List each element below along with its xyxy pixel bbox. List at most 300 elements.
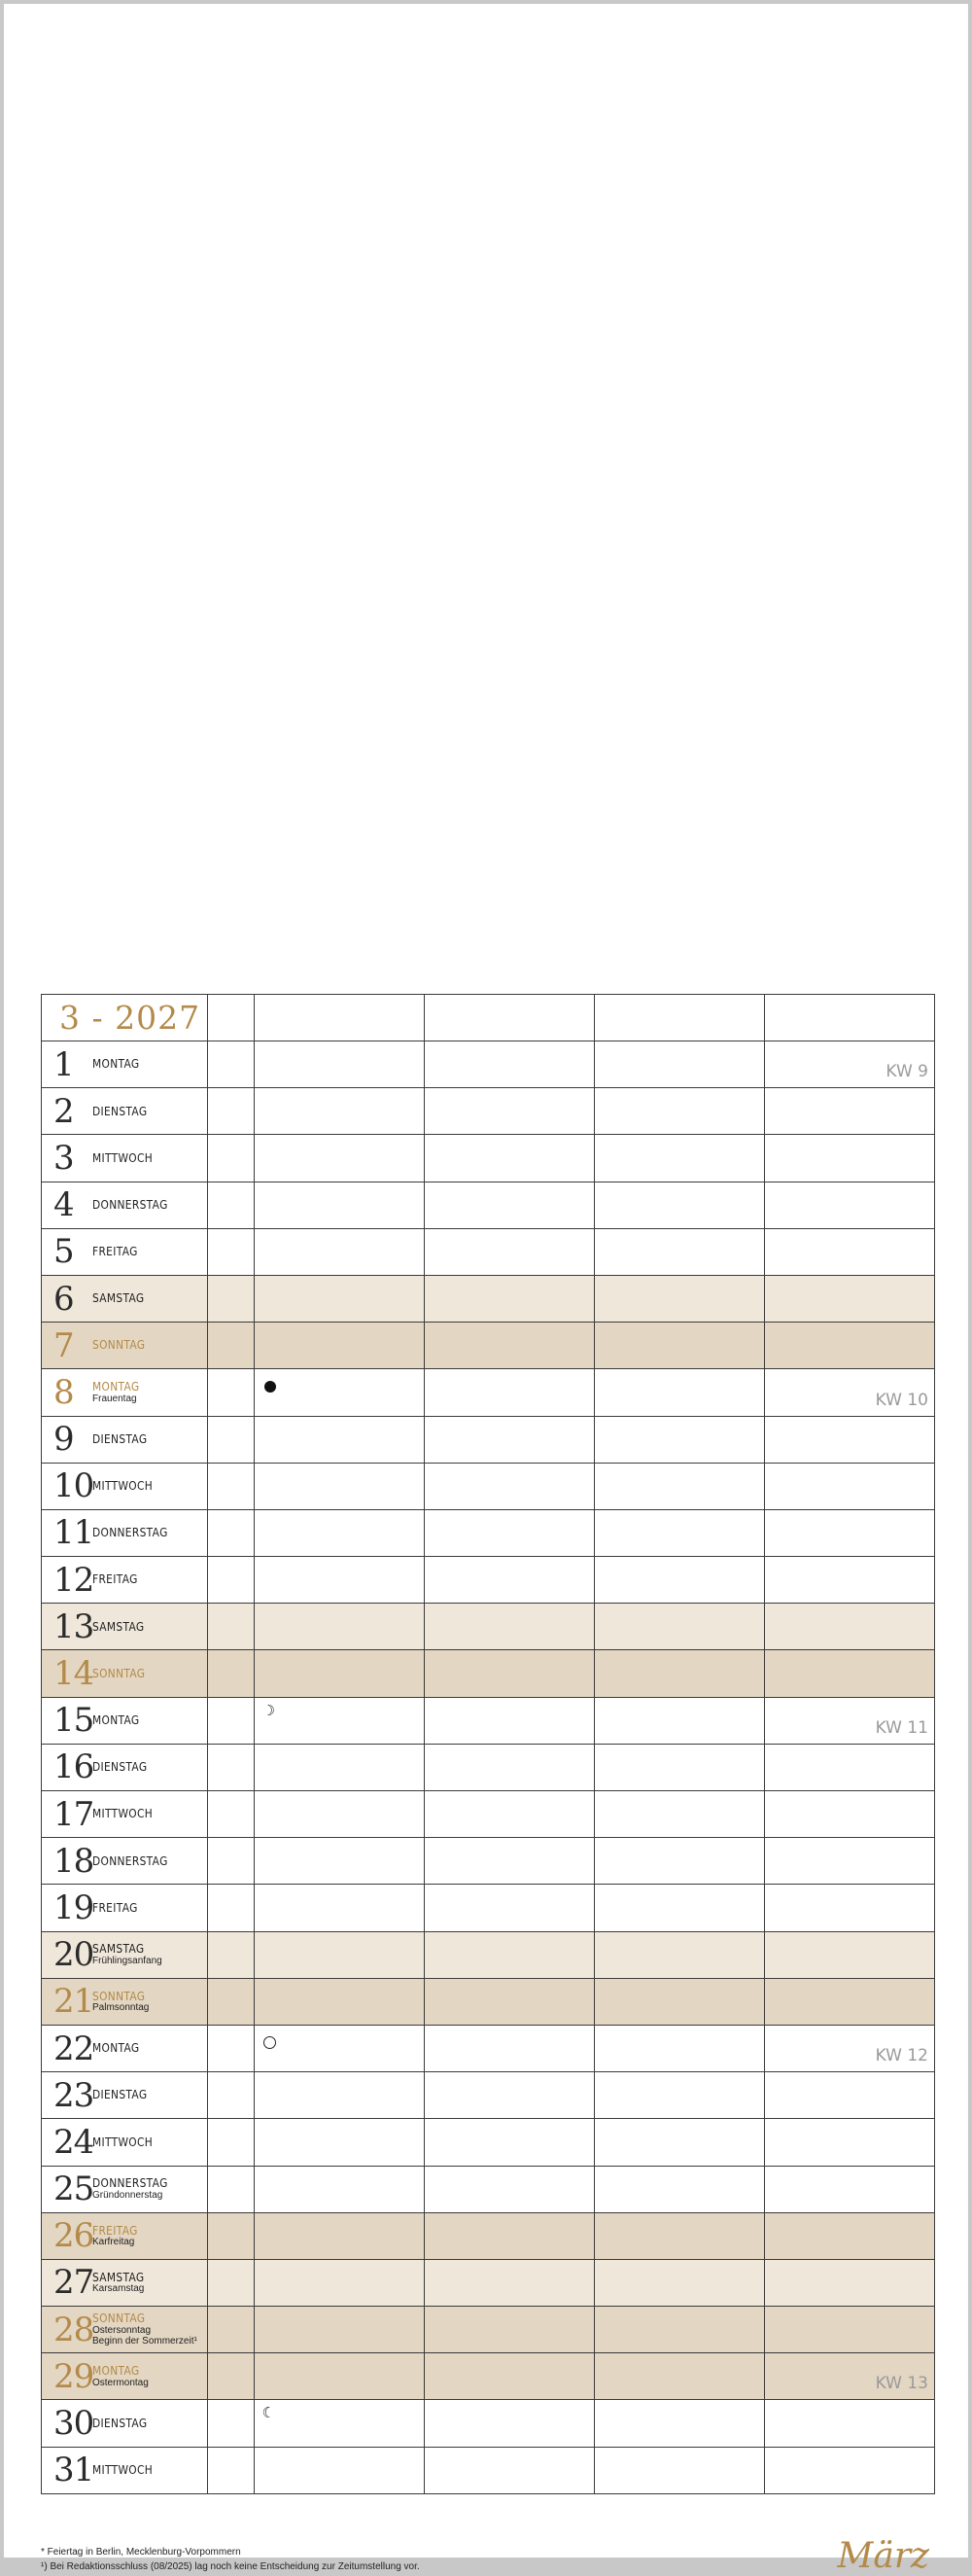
weekday-name: DIENSTAG <box>92 1430 148 1446</box>
weekday-name: DONNERSTAG <box>92 1853 168 1868</box>
entry-cell[interactable] <box>254 1744 424 1790</box>
entry-cell[interactable] <box>424 2212 594 2259</box>
narrow-cell[interactable] <box>208 1697 255 1744</box>
entry-cell[interactable] <box>254 1978 424 2025</box>
entry-cell[interactable] <box>764 1323 934 1369</box>
day-info <box>42 1979 207 2025</box>
day-number: 27 <box>53 2263 94 2303</box>
day-number: 12 <box>53 1560 94 1600</box>
header-cell <box>208 995 255 1041</box>
entry-cell[interactable] <box>594 2025 764 2071</box>
day-label-cell <box>42 1697 208 1744</box>
weekday-name: MONTAG <box>92 1379 140 1394</box>
day-info <box>42 1698 207 1744</box>
day-labels <box>92 1480 163 1493</box>
narrow-cell[interactable] <box>208 1604 255 1650</box>
day-labels <box>92 1103 156 1118</box>
entry-cell[interactable] <box>254 2400 424 2447</box>
day-row <box>42 1931 935 1978</box>
day-labels <box>92 2365 149 2388</box>
day-row <box>42 1838 935 1885</box>
entry-cell[interactable] <box>424 1697 594 1744</box>
entry-cell[interactable] <box>424 2447 594 2493</box>
entry-cell[interactable] <box>764 2447 934 2493</box>
narrow-cell[interactable] <box>208 1416 255 1463</box>
entry-cell[interactable] <box>424 1228 594 1275</box>
narrow-cell[interactable] <box>208 1931 255 1978</box>
narrow-cell[interactable] <box>208 1463 255 1509</box>
entry-cell[interactable] <box>594 1088 764 1135</box>
entry-cell[interactable] <box>254 1135 424 1182</box>
entry-cell[interactable] <box>254 1697 424 1744</box>
entry-cell[interactable] <box>254 1509 424 1556</box>
entry-cell[interactable] <box>254 1604 424 1650</box>
holiday-note: Karsamstag <box>92 2283 145 2295</box>
weekday-name: SAMSTAG <box>92 1941 145 1957</box>
weekday-name: MITTWOCH <box>92 2461 154 2477</box>
day-labels <box>92 1855 181 1868</box>
day-number: 22 <box>53 2029 94 2068</box>
entry-cell[interactable] <box>594 1650 764 1697</box>
entry-cell[interactable] <box>594 1135 764 1182</box>
day-info <box>42 2119 207 2165</box>
entry-cell[interactable] <box>764 1557 934 1604</box>
day-number: 1 <box>53 1044 74 1084</box>
entry-cell[interactable] <box>424 2259 594 2306</box>
entry-cell[interactable] <box>594 1557 764 1604</box>
holiday-note: Palmsonntag <box>92 2002 150 2014</box>
entry-cell[interactable] <box>424 1463 594 1509</box>
entry-cell[interactable] <box>424 1604 594 1650</box>
entry-cell[interactable] <box>424 1978 594 2025</box>
entry-cell[interactable] <box>424 1650 594 1697</box>
day-info <box>42 1369 207 1415</box>
weekday-name: FREITAG <box>92 1899 138 1915</box>
day-number: 24 <box>53 2122 94 2162</box>
weekday-name: SONNTAG <box>92 1665 146 1680</box>
entry-cell[interactable] <box>254 1228 424 1275</box>
day-row <box>42 1275 935 1322</box>
entry-cell[interactable] <box>764 1885 934 1931</box>
weekday-name: MONTAG <box>92 2363 140 2379</box>
narrow-cell[interactable] <box>208 1228 255 1275</box>
weekday-name: MITTWOCH <box>92 1478 154 1494</box>
weekday-name: FREITAG <box>92 1571 138 1587</box>
narrow-cell[interactable] <box>208 1135 255 1182</box>
entry-cell[interactable] <box>254 1791 424 1838</box>
holiday-note: Ostersonntag <box>92 2324 152 2336</box>
day-labels <box>92 2042 148 2055</box>
day-labels <box>92 2461 163 2477</box>
entry-cell[interactable] <box>764 1182 934 1228</box>
entry-cell[interactable] <box>594 2400 764 2447</box>
day-info <box>42 2400 207 2446</box>
day-number: 26 <box>53 2216 94 2256</box>
holiday-note: Gründonnerstag <box>92 2189 163 2201</box>
day-info <box>42 1650 207 1696</box>
entry-cell[interactable] <box>594 1885 764 1931</box>
day-labels <box>92 1196 181 1212</box>
day-row <box>42 1509 935 1556</box>
holiday-note: Ostermontag <box>92 2377 149 2388</box>
entry-cell[interactable] <box>424 1041 594 1088</box>
day-info <box>42 2307 207 2352</box>
day-labels <box>92 2177 181 2201</box>
day-number: 11 <box>53 1513 94 1553</box>
day-row <box>42 1323 935 1369</box>
entry-cell[interactable] <box>764 1838 934 1885</box>
header-cell <box>424 995 594 1041</box>
header-cell <box>594 995 764 1041</box>
day-label-cell <box>42 1088 208 1135</box>
entry-cell[interactable] <box>424 1182 594 1228</box>
day-number: 31 <box>53 2451 94 2490</box>
entry-cell[interactable] <box>594 2166 764 2212</box>
day-row <box>42 2072 935 2119</box>
entry-cell[interactable] <box>424 2400 594 2447</box>
entry-cell[interactable] <box>254 1931 424 1978</box>
entry-cell[interactable] <box>764 1135 934 1182</box>
weekday-name: MONTAG <box>92 2040 140 2056</box>
narrow-cell[interactable] <box>208 2447 255 2493</box>
day-number: 28 <box>53 2310 94 2349</box>
entry-cell[interactable] <box>424 1275 594 1322</box>
day-info <box>42 1182 207 1228</box>
entry-cell[interactable] <box>764 1509 934 1556</box>
entry-cell[interactable] <box>254 1088 424 1135</box>
entry-cell[interactable] <box>424 1135 594 1182</box>
day-label-cell <box>42 1416 208 1463</box>
entry-cell[interactable] <box>424 1838 594 1885</box>
footnote-dst: ¹) Bei Redaktionsschluss (08/2025) lag noch keine Entscheidung zur Zeitumstellung vor. <box>41 2560 420 2572</box>
day-info <box>42 1838 207 1884</box>
day-row <box>42 2447 935 2493</box>
day-row <box>42 1744 935 1790</box>
entry-cell[interactable] <box>424 2119 594 2166</box>
narrow-cell[interactable] <box>208 2072 255 2119</box>
entry-cell[interactable] <box>424 1931 594 1978</box>
entry-cell[interactable] <box>764 1369 934 1416</box>
holiday-note: Frauentag <box>92 1393 137 1404</box>
day-label-cell <box>42 2119 208 2166</box>
day-row <box>42 1885 935 1931</box>
entry-cell[interactable] <box>594 1182 764 1228</box>
weekday-name: MONTAG <box>92 1711 140 1727</box>
day-row <box>42 2166 935 2212</box>
entry-cell[interactable] <box>764 2072 934 2119</box>
entry-cell[interactable] <box>764 1275 934 1322</box>
entry-cell[interactable] <box>764 2307 934 2353</box>
entry-cell[interactable] <box>254 2307 424 2353</box>
day-number: 21 <box>53 1982 94 2022</box>
entry-cell[interactable] <box>764 1697 934 1744</box>
entry-cell[interactable] <box>424 1744 594 1790</box>
calendar-title-cell <box>42 995 208 1041</box>
narrow-cell[interactable] <box>208 1088 255 1135</box>
entry-cell[interactable] <box>764 1604 934 1650</box>
entry-cell[interactable] <box>594 1416 764 1463</box>
full-moon-icon <box>264 1381 276 1393</box>
day-info <box>42 2260 207 2306</box>
day-labels <box>92 2417 156 2430</box>
day-label-cell <box>42 1838 208 1885</box>
entry-cell[interactable] <box>254 1463 424 1509</box>
weekday-name: SAMSTAG <box>92 1290 145 1306</box>
entry-cell[interactable] <box>594 1697 764 1744</box>
entry-cell[interactable] <box>764 2212 934 2259</box>
entry-cell[interactable] <box>254 2119 424 2166</box>
day-number: 18 <box>53 1841 94 1881</box>
entry-cell[interactable] <box>254 1182 424 1228</box>
narrow-cell[interactable] <box>208 2119 255 2166</box>
entry-cell[interactable] <box>594 1509 764 1556</box>
entry-cell[interactable] <box>254 2025 424 2071</box>
day-number: 29 <box>53 2356 94 2396</box>
narrow-cell[interactable] <box>208 2259 255 2306</box>
narrow-cell[interactable] <box>208 2353 255 2400</box>
narrow-cell[interactable] <box>208 1275 255 1322</box>
day-label-cell <box>42 1323 208 1369</box>
narrow-cell[interactable] <box>208 1650 255 1697</box>
weekday-name: DONNERSTAG <box>92 2175 168 2191</box>
day-row <box>42 2307 935 2353</box>
entry-cell[interactable] <box>424 1323 594 1369</box>
day-label-cell <box>42 1275 208 1322</box>
entry-cell[interactable] <box>424 1791 594 1838</box>
entry-cell[interactable] <box>254 1838 424 1885</box>
day-label-cell <box>42 1604 208 1650</box>
entry-cell[interactable] <box>764 1791 934 1838</box>
entry-cell[interactable] <box>424 1509 594 1556</box>
narrow-cell[interactable] <box>208 2166 255 2212</box>
day-row <box>42 2119 935 2166</box>
day-row <box>42 1604 935 1650</box>
narrow-cell[interactable] <box>208 1509 255 1556</box>
entry-cell[interactable] <box>764 2025 934 2071</box>
day-label-cell <box>42 1557 208 1604</box>
entry-cell[interactable] <box>254 1041 424 1088</box>
entry-cell[interactable] <box>594 2119 764 2166</box>
weekday-name: FREITAG <box>92 2222 138 2238</box>
entry-cell[interactable] <box>424 2307 594 2353</box>
entry-cell[interactable] <box>424 1416 594 1463</box>
narrow-cell[interactable] <box>208 1885 255 1931</box>
entry-cell[interactable] <box>254 2166 424 2212</box>
entry-cell[interactable] <box>254 1557 424 1604</box>
entry-cell[interactable] <box>594 2307 764 2353</box>
weekday-name: SONNTAG <box>92 1988 146 2003</box>
day-label-cell <box>42 2072 208 2119</box>
day-number: 17 <box>53 1794 94 1834</box>
entry-cell[interactable] <box>594 1369 764 1416</box>
day-number: 6 <box>53 1279 74 1319</box>
entry-cell[interactable] <box>594 1978 764 2025</box>
day-label-cell <box>42 2025 208 2071</box>
entry-cell[interactable] <box>424 1557 594 1604</box>
entry-cell[interactable] <box>254 2353 424 2400</box>
day-labels <box>92 1339 155 1352</box>
day-info <box>42 2072 207 2118</box>
narrow-cell[interactable] <box>208 2212 255 2259</box>
weekday-name: DIENSTAG <box>92 1103 148 1118</box>
entry-cell[interactable] <box>424 2072 594 2119</box>
day-row <box>42 1463 935 1509</box>
day-info <box>42 1745 207 1790</box>
day-labels <box>92 1808 163 1820</box>
entry-cell[interactable] <box>254 1885 424 1931</box>
header-cell <box>254 995 424 1041</box>
weekday-name: SAMSTAG <box>92 2269 145 2284</box>
entry-cell[interactable] <box>594 1275 764 1322</box>
weekday-name: FREITAG <box>92 1244 138 1259</box>
day-info <box>42 2353 207 2399</box>
day-labels <box>92 1618 154 1634</box>
day-info <box>42 1510 207 1556</box>
entry-cell[interactable] <box>424 2025 594 2071</box>
narrow-cell[interactable] <box>208 1744 255 1790</box>
entry-cell[interactable] <box>424 2353 594 2400</box>
day-number: 2 <box>53 1091 74 1131</box>
entry-cell[interactable] <box>594 2259 764 2306</box>
day-labels <box>92 2312 197 2347</box>
entry-cell[interactable] <box>594 1931 764 1978</box>
entry-cell[interactable] <box>764 1041 934 1088</box>
day-row <box>42 1978 935 2025</box>
entry-cell[interactable] <box>424 1885 594 1931</box>
day-number: 7 <box>53 1325 74 1365</box>
calendar-header-row <box>42 995 935 1041</box>
entry-cell[interactable] <box>254 2447 424 2493</box>
entry-cell[interactable] <box>764 2166 934 2212</box>
entry-cell[interactable] <box>764 1978 934 2025</box>
day-number: 15 <box>53 1701 94 1741</box>
entry-cell[interactable] <box>254 2212 424 2259</box>
day-row <box>42 1416 935 1463</box>
entry-cell[interactable] <box>764 1931 934 1978</box>
day-number: 19 <box>53 1888 94 1927</box>
day-row <box>42 1041 935 1088</box>
day-number: 16 <box>53 1747 94 1787</box>
moon-phase-icon: ☾ <box>261 2405 276 2422</box>
narrow-cell[interactable] <box>208 1838 255 1885</box>
calendar-week-label: KW 10 <box>875 1390 928 1410</box>
entry-cell[interactable] <box>254 1650 424 1697</box>
weekday-name: MONTAG <box>92 1056 140 1072</box>
entry-cell[interactable] <box>594 2072 764 2119</box>
entry-cell[interactable] <box>594 1838 764 1885</box>
entry-cell[interactable] <box>594 1463 764 1509</box>
narrow-cell[interactable] <box>208 1369 255 1416</box>
weekday-name: SONNTAG <box>92 2311 146 2326</box>
entry-cell[interactable] <box>594 1744 764 1790</box>
day-number: 13 <box>53 1606 94 1646</box>
entry-cell[interactable] <box>594 2212 764 2259</box>
day-label-cell <box>42 1463 208 1509</box>
day-info <box>42 1604 207 1649</box>
entry-cell[interactable] <box>594 1228 764 1275</box>
entry-cell[interactable] <box>764 2259 934 2306</box>
day-row <box>42 1182 935 1228</box>
day-info <box>42 1932 207 1978</box>
entry-cell[interactable] <box>254 2259 424 2306</box>
entry-cell[interactable] <box>764 2400 934 2447</box>
entry-cell[interactable] <box>764 2119 934 2166</box>
day-labels <box>92 1761 156 1774</box>
entry-cell[interactable] <box>254 1275 424 1322</box>
day-labels <box>92 1665 155 1680</box>
day-labels <box>92 2222 146 2248</box>
entry-cell[interactable] <box>254 1416 424 1463</box>
weekday-name: MITTWOCH <box>92 2134 154 2149</box>
day-labels <box>92 1381 148 1404</box>
entry-cell[interactable] <box>594 1604 764 1650</box>
day-number: 5 <box>53 1232 74 1272</box>
day-info <box>42 1464 207 1509</box>
new-moon-icon <box>263 2036 276 2049</box>
entry-cell[interactable] <box>594 1791 764 1838</box>
entry-cell[interactable] <box>254 1369 424 1416</box>
narrow-cell[interactable] <box>208 1182 255 1228</box>
day-label-cell <box>42 1978 208 2025</box>
entry-cell[interactable] <box>764 1650 934 1697</box>
day-labels <box>92 1711 148 1727</box>
entry-cell[interactable] <box>764 1088 934 1135</box>
day-label-cell <box>42 1369 208 1416</box>
entry-cell[interactable] <box>764 1744 934 1790</box>
narrow-cell[interactable] <box>208 1557 255 1604</box>
day-number: 8 <box>53 1372 74 1412</box>
entry-cell[interactable] <box>764 2353 934 2400</box>
narrow-cell[interactable] <box>208 1791 255 1838</box>
entry-cell[interactable] <box>764 1463 934 1509</box>
narrow-cell[interactable] <box>208 1323 255 1369</box>
day-info <box>42 1885 207 1930</box>
entry-cell[interactable] <box>424 1088 594 1135</box>
entry-cell[interactable] <box>424 1369 594 1416</box>
day-row <box>42 1088 935 1135</box>
entry-cell[interactable] <box>594 2353 764 2400</box>
calendar-week-label: KW 12 <box>875 2046 928 2066</box>
day-label-cell <box>42 2447 208 2493</box>
entry-cell[interactable] <box>594 2447 764 2493</box>
day-labels <box>92 2136 163 2149</box>
footnote-holiday: * Feiertag in Berlin, Mecklenburg-Vorpommern <box>41 2547 241 2558</box>
weekday-name: DIENSTAG <box>92 2087 148 2102</box>
entry-cell[interactable] <box>594 1323 764 1369</box>
entry-cell[interactable] <box>764 1228 934 1275</box>
entry-cell[interactable] <box>594 1041 764 1088</box>
day-number: 9 <box>53 1420 74 1460</box>
entry-cell[interactable] <box>254 2072 424 2119</box>
entry-cell[interactable] <box>254 1323 424 1369</box>
holiday-note-secondary: Beginn der Sommerzeit¹ <box>92 2335 197 2347</box>
day-row <box>42 1228 935 1275</box>
day-label-cell <box>42 1931 208 1978</box>
narrow-cell[interactable] <box>208 2400 255 2447</box>
narrow-cell[interactable] <box>208 1978 255 2025</box>
day-label-cell <box>42 2307 208 2353</box>
entry-cell[interactable] <box>764 1416 934 1463</box>
narrow-cell[interactable] <box>208 2025 255 2071</box>
narrow-cell[interactable] <box>208 2307 255 2353</box>
day-labels <box>92 2269 154 2295</box>
day-info <box>42 1791 207 1837</box>
day-row <box>42 1135 935 1182</box>
entry-cell[interactable] <box>424 2166 594 2212</box>
day-labels <box>92 1058 148 1071</box>
weekday-name: MITTWOCH <box>92 1806 154 1821</box>
narrow-cell[interactable] <box>208 1041 255 1088</box>
